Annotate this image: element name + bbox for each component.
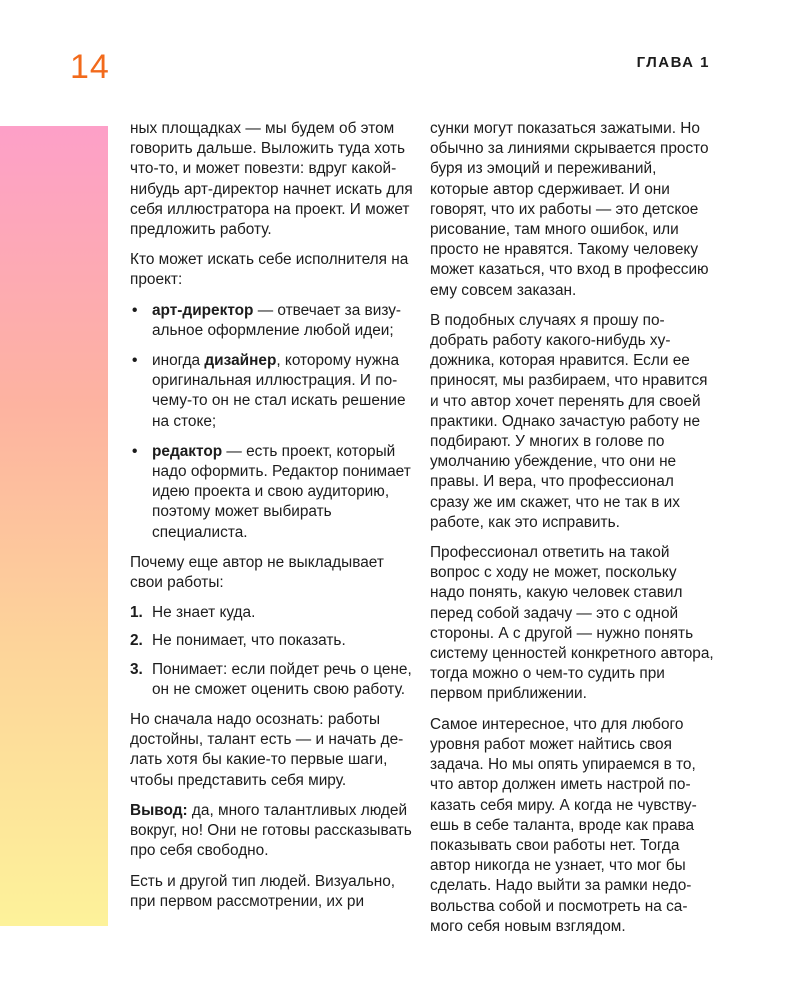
- paragraph: Почему еще автор не выкладывает свои работы:: [130, 553, 384, 592]
- bullet-marker: •: [132, 442, 138, 460]
- conclusion-text: да, много талантливых людей вокруг, но! Они не готовы рассказывать про себя свободно.: [130, 801, 412, 860]
- conclusion-label: Вывод:: [130, 801, 188, 819]
- decorative-gradient-bar: [0, 126, 108, 926]
- paragraph: Самое интересное, что для любого уровня работ может найтись своя задача. Но мы опять упираемся в то, что автор должен иметь настрой показать себя миру. А когда не чувствуешь в себе таланта, вроде как права показывать свои работы нет. Тогда автор никогда не узнает, что мог бы сделать. Надо выйти за рамки недовольства собой и посмотреть на самого себя новым взглядом.: [430, 715, 697, 935]
- list-item-text: иногда: [152, 352, 205, 370]
- paragraph: сунки могут показаться зажатыми. Но обычно за линиями скрывается просто буря из эмоций и переживаний, которые автор сдерживает. И они говорят, что их работы — это детское рисование, там много ошибок, или просто не нравятся. Такому человеку может казаться, что вход в профессию ему совсем заказан.: [430, 120, 709, 299]
- conclusion-paragraph: [130, 801, 415, 862]
- term-bold: арт-директор: [152, 301, 254, 319]
- bullet-list: [130, 301, 415, 543]
- bullet-marker: •: [132, 301, 138, 319]
- list-item-text: Не понимает, что показать.: [152, 632, 346, 650]
- list-item: [130, 301, 415, 341]
- paragraph: Кто может искать себе исполнителя на проект:: [130, 251, 409, 289]
- paragraph: ных площадках — мы будем об этом говорить дальше. Выложить туда хоть что-то, и может повезти: вдруг какой-нибудь арт-директор начнет искать для себя иллюстратора на проект. И может предложить работу.: [130, 120, 413, 239]
- paragraph: Но сначала надо осознать: работы достойны, талант есть — и начать делать хотя бы какие-то первые шаги, чтобы представить себя миру.: [130, 711, 404, 789]
- term-bold: редактор: [152, 442, 223, 460]
- number-marker: 2.: [130, 632, 143, 650]
- list-item: [130, 603, 415, 623]
- list-item-text: — есть проект, который надо оформить. Редактор понимает идею проекта и свою аудиторию, поэтому может выбирать специалиста.: [152, 442, 411, 541]
- number-marker: 3.: [130, 660, 143, 678]
- list-item: [130, 442, 415, 543]
- list-item-text: — отвечает за визуальное оформление любой идеи;: [152, 301, 402, 339]
- list-item-text: , которому нужна оригинальная иллюстрация. И почему-то он не стал искать решение на стоке;: [152, 352, 406, 430]
- bullet-marker: •: [132, 352, 138, 370]
- number-marker: 1.: [130, 604, 143, 622]
- list-item: [130, 351, 415, 432]
- list-item-text: Не знает куда.: [152, 604, 256, 622]
- list-item: [130, 660, 415, 700]
- chapter-title: ГЛАВА 1: [636, 54, 710, 71]
- paragraph: Есть и другой тип людей. Визуально, при первом рассмотрении, их ри: [130, 872, 396, 910]
- term-bold: дизайнер: [204, 352, 277, 370]
- paragraph: В подобных случаях я прошу подобрать работу какого-нибудь художника, которая нравится. Если ее приносят, мы разбираем, что нравится и что автор хочет перенять для своей практики. Однако зачастую работу не подбирают. У многих в голове по умолчанию убеждение, что они не правы. И вера, что профессионал сразу же им скажет, что не так в их работе, как это исправить.: [430, 311, 708, 531]
- numbered-list: [130, 603, 415, 700]
- left-column: [130, 119, 415, 922]
- list-item-text: Понимает: если пойдет речь о цене, он не сможет оценить свою работу.: [152, 660, 412, 698]
- page-number: 14: [70, 48, 110, 86]
- list-item: [130, 631, 415, 651]
- right-column: [430, 119, 715, 947]
- paragraph: Профессионал ответить на такой вопрос с ходу не может, поскольку надо понять, какую человек ставил перед собой задачу — это с одной стороны. А с другой — нужно понять систему ценностей конкретного автора, тогда можно о чем-то судить при первом приближении.: [430, 544, 714, 703]
